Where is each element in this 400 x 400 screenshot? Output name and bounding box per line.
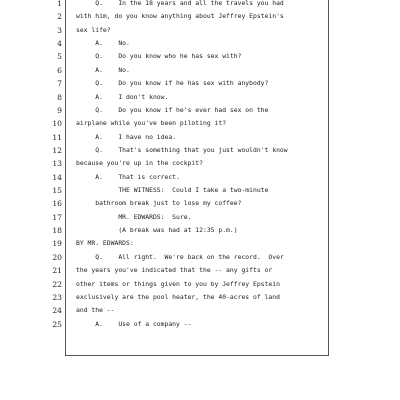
line-number: 6 [57,65,62,75]
transcript-line [0,144,400,157]
line-number: 10 [52,119,62,129]
line-number: 23 [52,292,62,302]
line-text: A. I don't know. [76,92,169,101]
transcript-line [0,211,400,224]
line-number: 9 [57,105,62,115]
transcript-line [0,37,400,50]
line-text: MR. EDWARDS: Sure. [76,212,192,221]
transcript-line [0,0,400,10]
line-text: Q. That's something that you just wouldn't know [76,145,288,154]
line-number: 12 [52,145,62,155]
line-text: and the -- [76,306,115,315]
line-text: because you're up in the cockpit? [76,159,203,168]
transcript-line [0,157,400,170]
line-text: bathroom break just to lose my coffee? [76,199,242,208]
line-text: A. I have no idea. [76,132,177,141]
line-number: 13 [52,159,62,169]
transcript-line [0,77,400,90]
transcript-line [0,64,400,77]
line-number: 16 [52,199,62,209]
line-text: A. That is correct. [76,172,180,181]
line-number: 1 [57,0,62,8]
transcript-line [0,184,400,197]
line-number: 19 [52,239,62,249]
transcript-line [0,197,400,210]
line-text: Q. Do you know who he has sex with? [76,52,242,61]
line-text: exclusively are the pool heater, the 40-acres of land [76,292,280,301]
line-number: 8 [57,92,62,102]
line-number: 25 [52,319,62,329]
transcript-line [0,278,400,291]
line-number: 5 [57,52,62,62]
transcript-line [0,104,400,117]
line-text: the years you've indicated that the -- any gifts or [76,266,273,275]
line-number: 21 [52,266,62,276]
line-number: 14 [52,172,62,182]
line-text: (A break was had at 12:35 p.m.) [76,226,238,235]
transcript-line [0,50,400,63]
line-text: A. No. [76,65,130,74]
line-number: 4 [57,39,62,49]
line-text: Q. Do you know if he has sex with anybody? [76,79,269,88]
line-number: 24 [52,306,62,316]
line-number: 15 [52,186,62,196]
line-number: 20 [52,252,62,262]
line-text: Q. All right. We're back on the record. Over [76,252,284,261]
transcript-line [0,251,400,264]
line-number: 2 [57,12,62,22]
transcript-line [0,291,400,304]
transcript-line [0,91,400,104]
line-number: 17 [52,212,62,222]
line-number: 18 [52,226,62,236]
transcript-line [0,117,400,130]
line-number: 7 [57,79,62,89]
transcript-line [0,24,400,37]
transcript-line [0,304,400,317]
line-text: Q. Do you know if he's ever had sex on the [76,105,269,114]
line-text: airplane while you've been piloting it? [76,119,227,128]
transcript-line [0,237,400,250]
transcript-line [0,131,400,144]
transcript-line [0,10,400,23]
line-text: sex life? [76,25,111,34]
line-text: Q. In the 18 years and all the travels you had [76,0,284,7]
line-number: 22 [52,279,62,289]
line-text: THE WITNESS: Could I take a two-minute [76,186,269,195]
line-number: 11 [52,132,62,142]
transcript-line [0,224,400,237]
line-text: with him, do you know anything about Jeffrey Epstein's [76,12,284,21]
line-number: 3 [57,25,62,35]
transcript-line [0,264,400,277]
line-text: BY MR. EDWARDS: [76,239,134,248]
transcript-line [0,171,400,184]
line-text: A. Use of a company -- [76,319,192,328]
line-text: other items or things given to you by Jeffrey Epstein [76,279,280,288]
transcript-line [0,318,400,331]
line-text: A. No. [76,39,130,48]
